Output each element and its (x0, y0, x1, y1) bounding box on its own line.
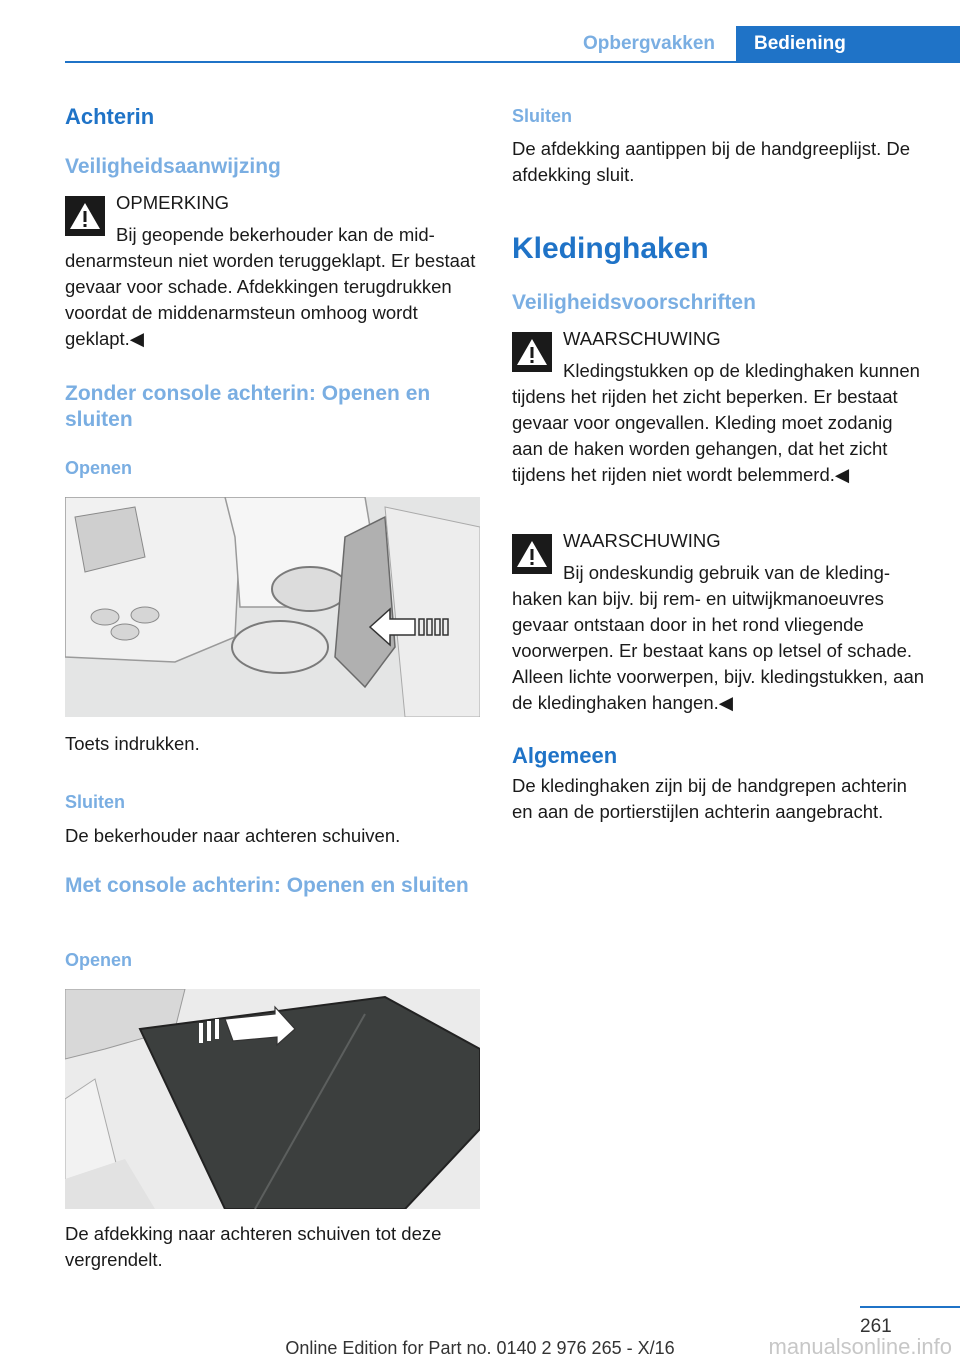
illustration-console-cover (65, 989, 480, 1209)
header-chapter-tab: Bediening (736, 26, 960, 61)
header-rule (65, 61, 960, 63)
heading-kledinghaken: Kledinghaken (512, 232, 709, 265)
heading-achterin: Achterin (65, 104, 155, 129)
text-sluiten-right: De afdekking aantippen bij de handgreeplijst. De afdekking sluit. (512, 138, 911, 185)
header-section-tab: Opbergvakken (583, 33, 715, 54)
illustration-cupholder (65, 497, 480, 717)
warning-notice-2 (512, 328, 927, 508)
watermark: manualsonline.info (768, 1334, 952, 1359)
warning-title: WAARSCHUWING (563, 530, 721, 551)
warning-text: Bij ondeskundig gebruik van de kledinghaken kan bijv. bij rem- en uitwijkmanoeuvres gevaar ontstaan door in het rond vliegende voorwerpen. Er bestaat kans op letsel of schade. Alleen lichte voorwerpen, bijv. kledingstukken, aan de kledinghaken hangen.◀ (512, 562, 925, 713)
heading-sluiten: Sluiten (65, 792, 126, 812)
warning-notice-3 (512, 530, 927, 720)
warning-title: OPMERKING (116, 192, 230, 213)
text-sluiten: De bekerhouder naar achteren schuiven. (65, 825, 401, 846)
warning-title: WAARSCHUWING (563, 328, 721, 349)
heading-sluiten-right: Sluiten (512, 106, 573, 126)
edition-line: Online Edition for Part no. 0140 2 976 265 - X/16 (285, 1338, 675, 1358)
warning-notice (65, 192, 480, 352)
heading-met-console: Met console achterin: Openen en sluiten (65, 874, 469, 897)
warning-text: Bij geopende bekerhouder kan de middenarmsteun niet worden teruggeklapt. Er bestaat gevaar voor schade. Afdekkingen terugdrukken voordat de middenarmsteun omhoog wordt geklapt.◀ (65, 224, 476, 349)
heading-openen: Openen (65, 458, 133, 478)
caption-toets-indrukken: Toets indrukken. (65, 733, 200, 754)
heading-veiligheidsvoorschriften: Veiligheidsvoorschriften (512, 291, 756, 314)
text-algemeen: De kledinghaken zijn bij de handgrepen achterin en aan de portierstijlen achterin aangebracht. (512, 775, 907, 822)
heading-veiligheidsaanwijzing: Veiligheidsaanwijzing (65, 155, 281, 178)
page-number: 261 (860, 1316, 892, 1337)
heading-algemeen: Algemeen (512, 743, 618, 768)
footer-rule (860, 1306, 960, 1308)
warning-text: Kledingstukken op de kledinghaken kunnen tijdens het rijden het zicht beperken. Er bestaat gevaar voor ongevallen. Kleding moet zodanig aan de haken worden gehangen, dat het zicht tijdens het rijden niet wordt belemmerd.◀ (512, 360, 920, 485)
heading-openen-2: Openen (65, 950, 133, 970)
caption-afdekking-schuiven: De afdekking naar achteren schuiven tot deze vergrendelt. (65, 1223, 442, 1270)
heading-zonder-console: Zonder console achterin: Openen en sluiten (65, 382, 431, 431)
